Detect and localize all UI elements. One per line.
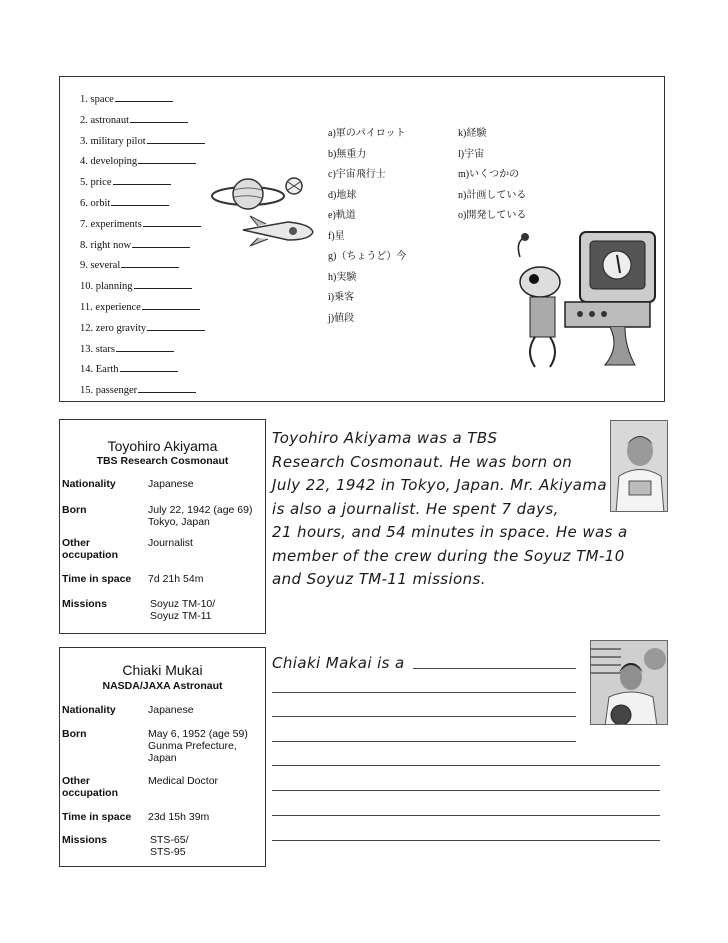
writing-line[interactable] bbox=[413, 668, 576, 669]
answer-blank[interactable] bbox=[134, 279, 192, 289]
writing-line[interactable] bbox=[272, 815, 660, 816]
japanese-option: l)宇宙 bbox=[458, 148, 485, 160]
astronaut-name: Chiaki Mukai bbox=[122, 662, 203, 678]
mukai-profile-card: Chiaki Mukai NASDA/JAXA Astronaut Nationality Japanese Born May 6, 1952 (age 59) Gunma Prefecture, Japan Other occupation Medical Doctor Time in space 23d 15h 39m Missions STS-65/ STS-95 bbox=[59, 647, 266, 867]
vocab-item: 9. several bbox=[80, 258, 205, 279]
writing-line[interactable] bbox=[272, 765, 660, 766]
vocab-item: 11. experience bbox=[80, 300, 205, 321]
vocab-item: 7. experiments bbox=[80, 217, 205, 238]
vocabulary-box bbox=[59, 76, 665, 402]
answer-blank[interactable] bbox=[113, 175, 171, 185]
akiyama-photo bbox=[610, 420, 668, 512]
japanese-option: b)無重力 bbox=[328, 148, 367, 160]
answer-blank[interactable] bbox=[130, 113, 188, 123]
alien-computer-illustration bbox=[510, 227, 660, 372]
answer-blank[interactable] bbox=[116, 342, 174, 352]
writing-line[interactable] bbox=[272, 840, 660, 841]
japanese-option: i)乗客 bbox=[328, 292, 355, 303]
japanese-option: k)経験 bbox=[458, 128, 487, 139]
answer-blank[interactable] bbox=[143, 217, 201, 227]
astronaut-portrait-icon bbox=[611, 421, 668, 512]
japanese-option: c)宇宙飛行士 bbox=[328, 169, 386, 180]
answer-blank[interactable] bbox=[115, 92, 173, 102]
answer-blank[interactable] bbox=[121, 258, 179, 268]
vocab-item: 12. zero gravity bbox=[80, 321, 205, 342]
astronaut-org: NASDA/JAXA Astronaut bbox=[102, 680, 223, 692]
japanese-option: o)開発している bbox=[458, 210, 527, 221]
vocab-item: 3. military pilot bbox=[80, 134, 205, 155]
astronaut-org: TBS Research Cosmonaut bbox=[96, 455, 229, 467]
vocab-item: 14. Earth bbox=[80, 362, 205, 383]
vocab-item: 1. space bbox=[80, 92, 205, 113]
japanese-option: j)値段 bbox=[328, 312, 355, 324]
answer-blank[interactable] bbox=[111, 196, 169, 206]
japanese-option: g)（ちょうど）今 bbox=[328, 251, 407, 262]
vocab-item: 15. passenger bbox=[80, 383, 205, 404]
vocab-item: 2. astronaut bbox=[80, 113, 205, 134]
answer-blank[interactable] bbox=[138, 383, 196, 393]
akiyama-paragraph: Toyohiro Akiyama was a TBS Research Cosmonaut. He was born on July 22, 1942 in Tokyo, Japan. Mr. Akiyama is also a journalist. He spent 7 days, 21 hours, and 54 minutes in space. He was a member of the crew during the Soyuz TM-10 and Soyuz TM-11 missions. bbox=[272, 429, 628, 588]
astronaut-name: Toyohiro Akiyama bbox=[107, 438, 218, 454]
vocab-item: 4. developing bbox=[80, 154, 205, 175]
vocab-item: 10. planning bbox=[80, 279, 205, 300]
writing-line[interactable] bbox=[272, 790, 660, 791]
mukai-prompt: Chiaki Makai is a bbox=[272, 654, 405, 672]
vocab-item: 8. right now bbox=[80, 238, 205, 259]
answer-blank[interactable] bbox=[147, 321, 205, 331]
answer-blank[interactable] bbox=[120, 362, 178, 372]
japanese-option: e)軌道 bbox=[328, 210, 356, 221]
vocab-item: 13. stars bbox=[80, 342, 205, 363]
vocab-item: 5. price bbox=[80, 175, 205, 196]
japanese-option: a)軍のパイロット bbox=[328, 128, 406, 139]
japanese-option: m)いくつかの bbox=[458, 169, 520, 180]
japanese-options-col2 bbox=[458, 124, 526, 227]
akiyama-profile-card: Toyohiro Akiyama TBS Research Cosmonaut Nationality Japanese Born July 22, 1942 (age 69) Tokyo, Japan Other occupation Journalist Time in space 7d 21h 54m Missions Soyuz TM-10/ Soyuz TM-11 bbox=[59, 419, 266, 634]
writing-line[interactable] bbox=[272, 692, 576, 693]
japanese-option: d)地球 bbox=[328, 189, 357, 201]
answer-blank[interactable] bbox=[147, 134, 205, 144]
rocket-illustration bbox=[238, 212, 318, 247]
vocab-item: 6. orbit bbox=[80, 196, 205, 217]
writing-line[interactable] bbox=[272, 741, 576, 742]
astronaut-flags-portrait-icon bbox=[591, 641, 668, 725]
japanese-option: f)星 bbox=[328, 230, 345, 242]
answer-blank[interactable] bbox=[142, 300, 200, 310]
answer-blank[interactable] bbox=[138, 154, 196, 164]
japanese-options-col1 bbox=[328, 124, 406, 329]
japanese-option: n)計画している bbox=[458, 189, 527, 201]
answer-blank[interactable] bbox=[132, 238, 190, 248]
japanese-option: h)実験 bbox=[328, 271, 357, 283]
mukai-photo bbox=[590, 640, 668, 725]
vocabulary-list bbox=[80, 92, 205, 404]
writing-line[interactable] bbox=[272, 716, 576, 717]
